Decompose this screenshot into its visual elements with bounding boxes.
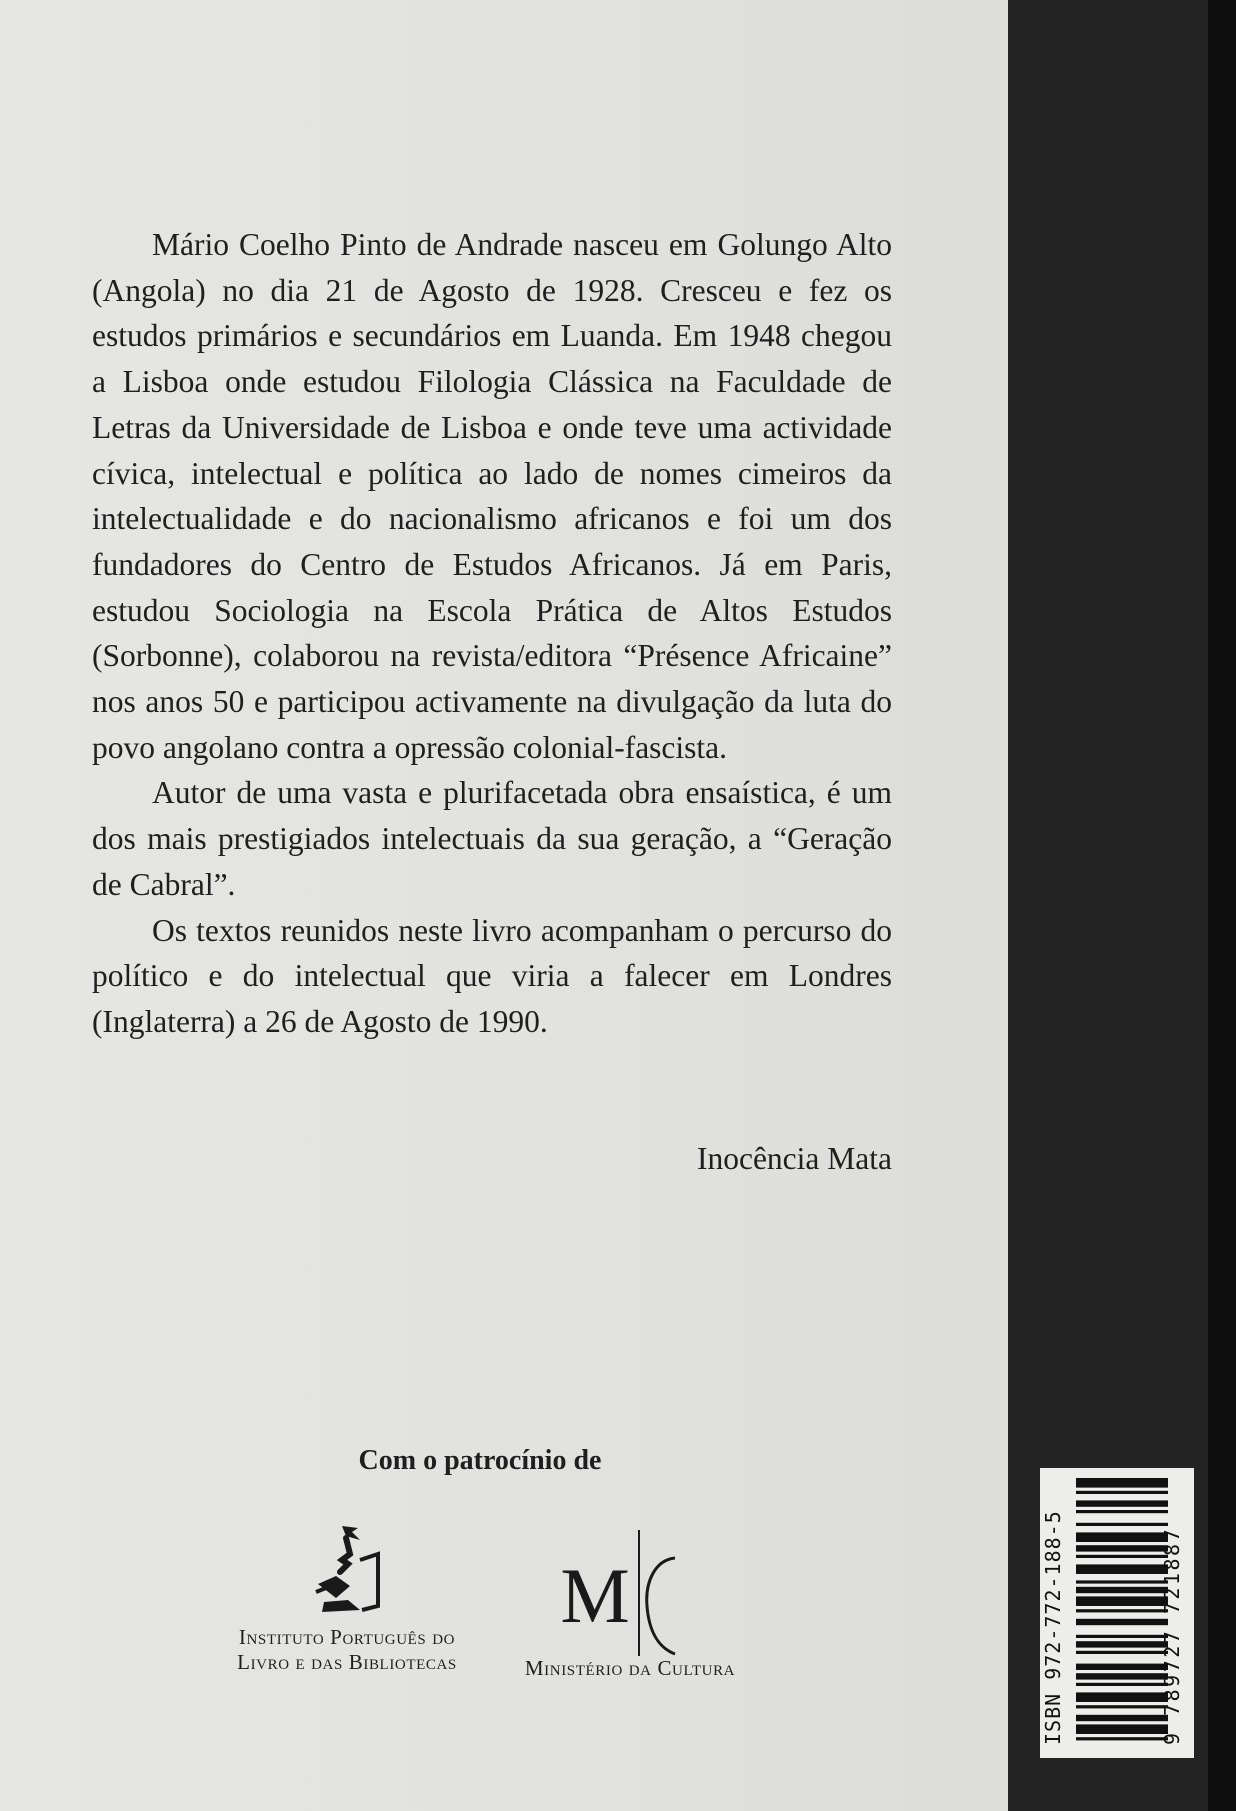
barcode-bar bbox=[1076, 1683, 1168, 1686]
author-signature: Inocência Mata bbox=[696, 1141, 892, 1176]
barcode-bar bbox=[1076, 1555, 1168, 1558]
barcode-digits: 9 789727 721887 bbox=[1160, 1526, 1184, 1745]
barcode-bar bbox=[1076, 1532, 1168, 1542]
barcode-bar bbox=[1076, 1491, 1168, 1494]
barcode-bar bbox=[1076, 1500, 1168, 1506]
biography-text bbox=[92, 222, 892, 1045]
sponsor-heading: Com o patrocínio de bbox=[358, 1445, 602, 1476]
barcode-bar bbox=[1076, 1737, 1168, 1740]
isbn-number: ISBN 972-772-188-5 bbox=[1041, 1510, 1065, 1745]
mc-logo-block bbox=[505, 1520, 755, 1681]
barcode-bar bbox=[1076, 1523, 1168, 1526]
ipl-name-line-2: Livro e das Bibliotecas bbox=[237, 1650, 457, 1674]
barcode-bar bbox=[1076, 1587, 1168, 1593]
barcode-bar bbox=[1076, 1715, 1168, 1721]
barcode-bar bbox=[1076, 1724, 1168, 1734]
barcode-bar bbox=[1076, 1564, 1168, 1574]
barcode-bar bbox=[1076, 1651, 1168, 1654]
barcode-bar bbox=[1076, 1673, 1168, 1679]
barcode-bar bbox=[1076, 1664, 1168, 1670]
ipl-logo-block bbox=[232, 1520, 462, 1675]
barcode-bar bbox=[1076, 1641, 1168, 1647]
barcode-bar bbox=[1076, 1596, 1168, 1606]
barcode-bar bbox=[1076, 1510, 1168, 1513]
barcode-bar bbox=[1076, 1619, 1168, 1625]
ipl-logo-icon bbox=[302, 1520, 392, 1620]
bio-paragraph-2: Autor de uma vasta e plurifacetada obra ensaística, é um dos mais prestigiados intelectuais da sua geração, a “Geração de Cabral”. bbox=[92, 775, 892, 902]
mc-name: Ministério da Cultura bbox=[524, 1656, 736, 1680]
barcode-bar bbox=[1076, 1692, 1168, 1702]
svg-text:M: M bbox=[560, 1552, 630, 1639]
barcode-bar bbox=[1076, 1580, 1168, 1583]
bio-paragraph-3: Os textos reunidos neste livro acompanham o percurso do político e do intelectual que viria a falecer em Londres (Inglaterra) a 26 de Agosto de 1990. bbox=[92, 912, 892, 1039]
bio-paragraph-1: Mário Coelho Pinto de Andrade nasceu em Golungo Alto (Angola) no dia 21 de Agosto de 1928. Cresceu e fez os estudos primários e secundários em Luanda. Em 1948 chegou a Lisboa onde estudou Filologia Clássica na Faculdade de Letras da Universidade de Lisboa e onde teve uma actividade cívica, intelectual e política ao lado de nomes cimeiros da intelectualidade e do nacionalismo africanos e foi um dos fundadores do Centro de Estudos Africanos. Já em Paris, estudou Sociologia na Escola Prática de Altos Estudos (Sorbonne), colaborou na revista/editora “Présence Africaine” nos anos 50 e participou activamente na divulgação da luta do povo angolano contra a opressão colonial-fascista. bbox=[92, 227, 892, 765]
barcode-bar bbox=[1076, 1545, 1168, 1551]
ipl-name-line-1: Instituto Português do bbox=[238, 1625, 456, 1649]
barcode-bar bbox=[1076, 1635, 1168, 1638]
spine-edge bbox=[1208, 0, 1236, 1811]
mc-logo-icon bbox=[555, 1520, 705, 1660]
barcode-bar bbox=[1076, 1705, 1168, 1708]
barcode-bar bbox=[1076, 1609, 1168, 1612]
barcode-bar bbox=[1076, 1478, 1168, 1488]
